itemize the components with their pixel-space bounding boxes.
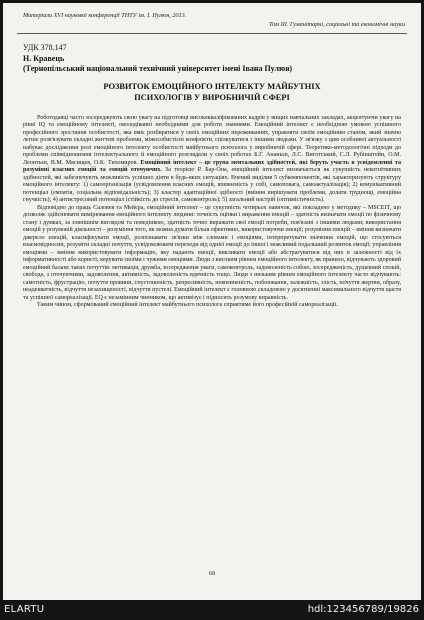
udc-code: УДК 378.147 bbox=[23, 43, 67, 52]
paragraph-text: Таким чином, сформований емоційний інтелект майбутнього психолога сприятиме його професійній самореалізації. bbox=[37, 302, 338, 309]
header-line-conference: Матеріали XVI наукової конференції ТНТУ ім. І. Пулюя, 2013. bbox=[23, 12, 187, 19]
page-number: 68 bbox=[208, 570, 216, 577]
definition-bold-text: Емоційний інтелект – це група ментальних здібностей, які беруть участь в усвідомленні та розумінні власних емоцій та емоцій оточуючих. bbox=[23, 159, 401, 174]
repository-handle: hdl:123456789/19826 bbox=[307, 604, 419, 615]
header-line-volume: Том III. Гуманітарні, соціальні та економічні науки bbox=[269, 21, 405, 28]
repository-name: ELARTU bbox=[4, 604, 45, 615]
body-paragraph-1 bbox=[23, 115, 401, 205]
document-page bbox=[3, 3, 421, 600]
title-line-1: РОЗВИТОК ЕМОЦІЙНОГО ІНТЕЛЕКТУ МАЙБУТНІХ bbox=[103, 82, 321, 91]
paragraph-text: За теорією Р. Бар-Она, емоційний інтелект визначається як сукупність некогнітивних здібностей, які забезпечують можливість успішно діяти в будь-яких ситуаціях. Вчений виділив 5 субкомпонентів, які характеризують структуру емоційного інтелекту: 1) самоорганізація (усвідомлення власних емоцій, впевненість у собі, самоповага, самоактуалізація); 2) комунікативний потенціал (емпатія, соціальна відповідальність); 3) кластер адаптаційної здібності (вміння вирішувати проблеми, долати труднощі, емоційна гнучкість); 4) антистресовий потенціал (стійкість до стресів, самоконтроль); 5) загальний настрій (оптимістичність). bbox=[23, 167, 401, 204]
author-name: Н. Кравець bbox=[23, 53, 65, 63]
article-body bbox=[23, 115, 401, 310]
body-paragraph-2 bbox=[23, 205, 401, 302]
body-paragraph-3 bbox=[23, 302, 401, 309]
article-title bbox=[43, 82, 381, 103]
page-header bbox=[17, 11, 407, 34]
author-affiliation: (Тернопільський національний технічний університет імені Івана Пулюя) bbox=[23, 64, 293, 73]
paragraph-text: Відповідно до праць Саловея та Мейєра, емоційний інтелект – це сукупність чотирьох навичок, які покладено у методику – MSCEIT, що дозволяє здійснювати вимірювання емоційного інтелекту людини: точність оцінки і вираження емоцій – здатність визначати емоції по фізичному стану і думках, за зовнішнім виглядом та поведінкою, здатність точно виражати свої емоції потреби, пов'язані з іншими людьми; використання емоцій у розумовій діяльності – розуміння того, як можна думати більш ефективно, використовуючи емоції; розуміння емоцій – вміння визначати джерело емоцій, класифікувати емоції, розпізнавати зв'язки між словами і емоціями, інтерпретувати значення емоцій, що стосуються взаємовідносин, розуміти складні почуття, усвідомлювати переходи від однієї емоції до іншої і можливий подальший розвиток емоції; управління емоціями – вміння використовувати інформацію, яку надають емоції, викликати емоції або абстрагуватися від них в залежності від їх інформативності або користі; керувати своїми і чужими емоціями. Люди з високим рівнем емоційного інтелекту, як правило, відчувають здоровий емоційний баланс таких почуттів: мотивація, дружба, зосередження уваги, самоконтроль, задоволеність собою, зосередженість, душевний спокій, свобода, з оточуючими, задоволення, активність, задоволеність вдячність тощо. Люди з низьким рівнем емоційного інтелекту часто відчувають: самотність, фрустрацію, почуття провини, спустошеність, репресивність, невпевненість, побоювання, залежність, злість, почуття жертви, образу, неадекватність, відчуття незахищеності, відчуття пустелі. Емоційний інтелект є головною складовою у досягненні максимального відчуття щастя та успішної самореалізації. EQ є незамінним чинником, що активізує і підносить розумову вправність. bbox=[23, 204, 401, 301]
paragraph-text: Роботодавці часто зосереджують свою увагу на підготовці висококваліфікованих кадрів у вищих навчальних закладах, акцентуючи увагу на рівні IQ та емоційному інтелекті, оволодіванні необхідними для роботи знаннями. Емоційний інтелект є необхідною умовою успішного професійного зростання особистості, яка вміє розбиратися у своїх емоційних переживаннях, управляти своїм емоційним станом, який значно легше розв'язувати складні життєві проблеми, міжособистісні конфлікти, спілкуватися з іншими людьми. У зв'язку з цим особливої актуальності набуває дослідження ролі емоційного інтелекту особистості майбутнього психолога у виробничій сфері. Теоретико-методологічні підходи до проблеми співвідношення інтелектуального й емоційного розглядали у своїх роботах Б.Г. Ананьєв, Л.С. Виготський, С.Л. Рубінштейн, О.М. Леонтьєв, В.М. Мясищев, О.К. Тихомиров. bbox=[23, 115, 401, 166]
article-meta bbox=[23, 43, 401, 75]
title-line-2: ПСИХОЛОГІВ У ВИРОБНИЧІЙ СФЕРІ bbox=[134, 92, 290, 102]
